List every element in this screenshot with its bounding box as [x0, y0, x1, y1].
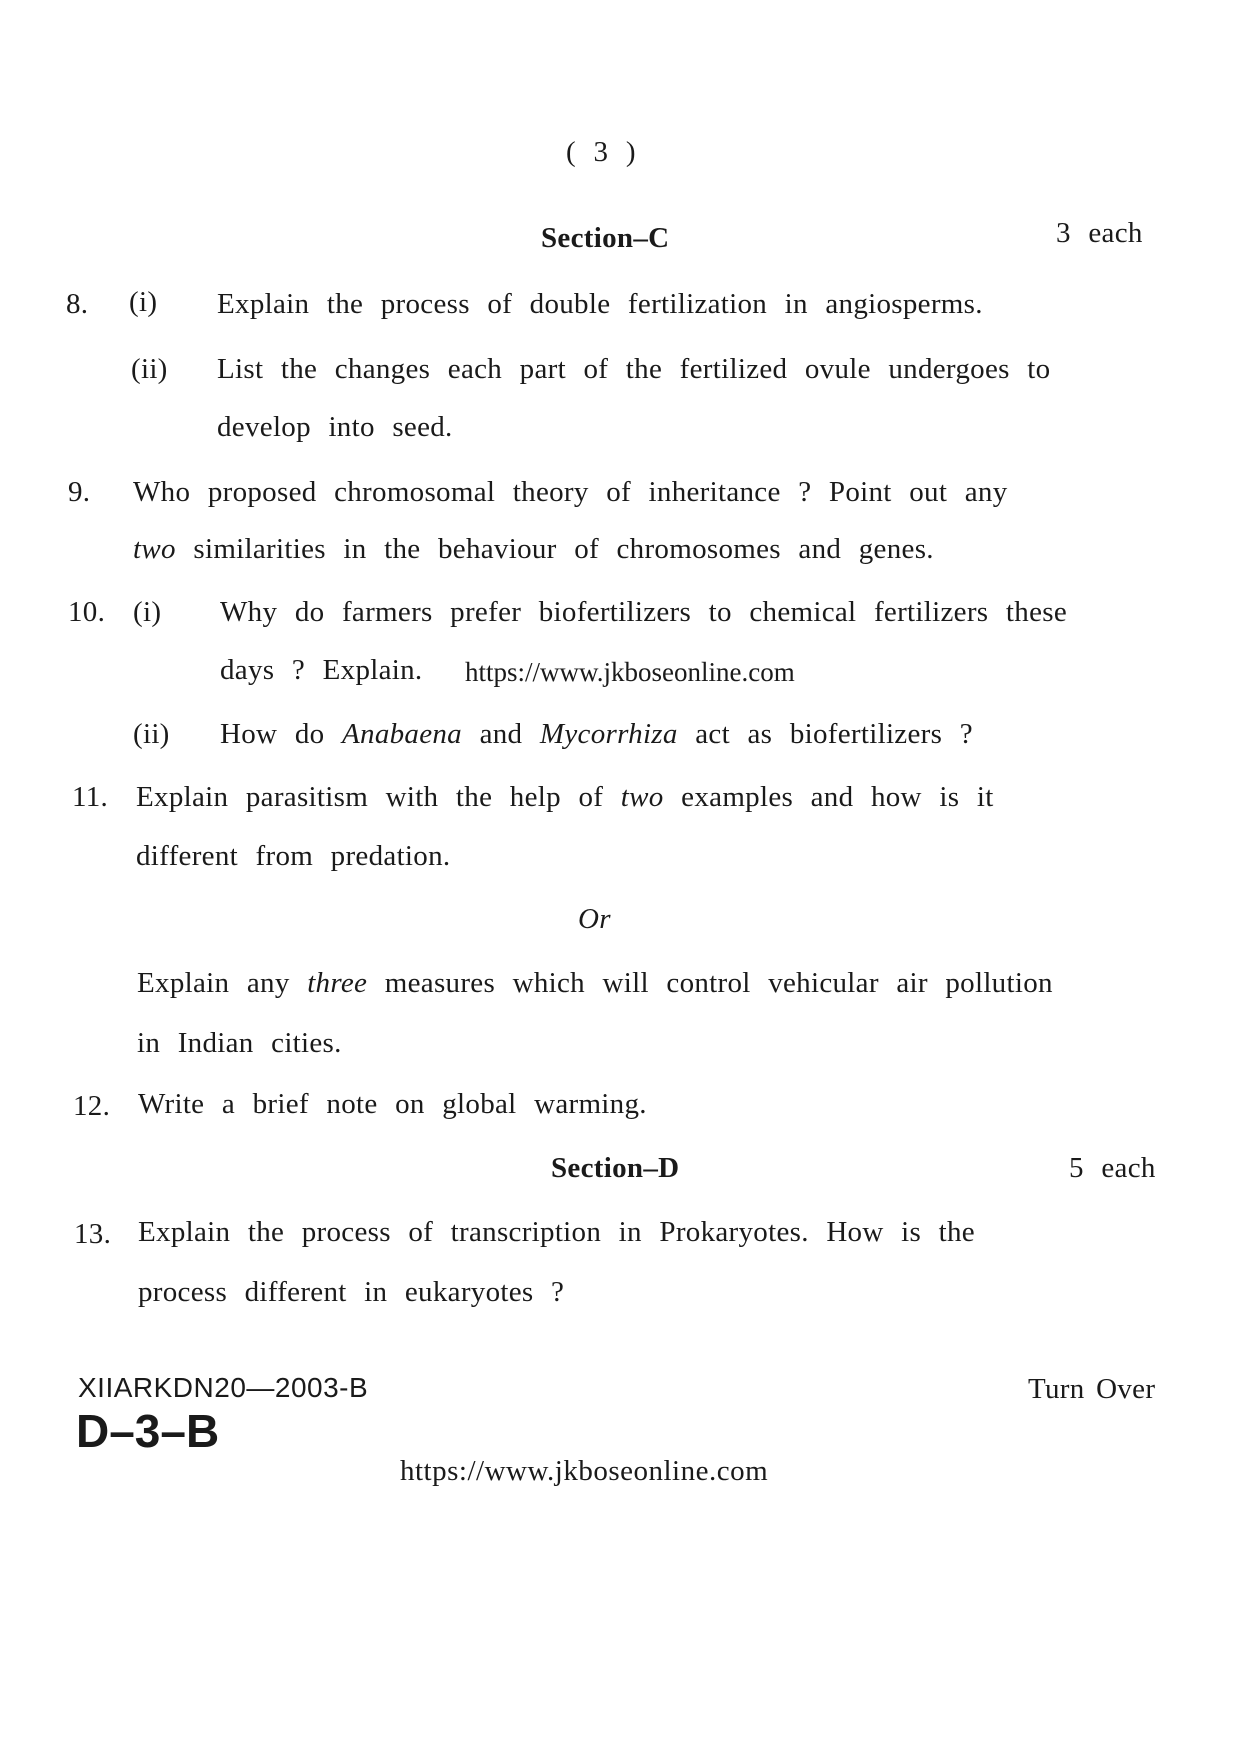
- section-c-marks: 3 each: [1056, 217, 1143, 249]
- set-code: D–3–B: [76, 1405, 220, 1457]
- question-9-line-1: Who proposed chromosomal theory of inheritance ? Point out any: [133, 476, 1008, 508]
- question-8-part-1-label: (i): [129, 286, 158, 318]
- question-10-number: 10.: [68, 596, 106, 628]
- turn-over-label: Turn Over: [1028, 1373, 1156, 1405]
- anabaena-term: Anabaena: [342, 718, 462, 750]
- mycorrhiza-term: Mycorrhiza: [539, 718, 678, 750]
- question-8-part-2-line-2: develop into seed.: [217, 411, 453, 443]
- question-11-alt-line-2: in Indian cities.: [137, 1027, 342, 1059]
- inline-website-url: https://www.jkboseonline.com: [465, 657, 795, 687]
- paper-code: XIIARKDN20—2003-B: [78, 1372, 369, 1403]
- question-10-part-1-line-1: Why do farmers prefer biofertilizers to chemical fertilizers these: [220, 596, 1068, 628]
- section-c-title: Section–C: [541, 222, 670, 254]
- question-10-part-1-label: (i): [133, 596, 162, 628]
- or-separator: Or: [578, 903, 611, 935]
- question-9-line-2: two similarities in the behaviour of chromosomes and genes.: [133, 533, 934, 565]
- question-13-line-2: process different in eukaryotes ?: [138, 1276, 565, 1308]
- question-8-number: 8.: [66, 288, 89, 320]
- question-10-part-2-label: (ii): [133, 718, 170, 750]
- question-11-line-1: Explain parasitism with the help of two examples and how is it: [136, 781, 994, 813]
- question-13-number: 13.: [74, 1218, 112, 1250]
- page-number: ( 3 ): [566, 136, 636, 168]
- question-11-alt-line-1: Explain any three measures which will control vehicular air pollution: [137, 967, 1053, 999]
- question-9-emphasis: two: [133, 533, 176, 565]
- question-10-part-2-text: How do Anabaena and Mycorrhiza act as biofertilizers ?: [220, 718, 973, 750]
- question-13-line-1: Explain the process of transcription in Prokaryotes. How is the: [138, 1216, 975, 1248]
- question-11-line-2: different from predation.: [136, 840, 451, 872]
- question-11-emphasis: two: [620, 781, 664, 813]
- question-8-part-2-line-1: List the changes each part of the fertilized ovule undergoes to: [217, 353, 1051, 385]
- question-8-part-2-label: (ii): [131, 353, 168, 385]
- question-8-part-1-text: Explain the process of double fertilization in angiosperms.: [217, 288, 983, 320]
- section-d-title: Section–D: [551, 1152, 680, 1184]
- question-12-number: 12.: [73, 1090, 111, 1122]
- question-11-alt-emphasis: three: [307, 967, 368, 999]
- question-12-text: Write a brief note on global warming.: [138, 1088, 647, 1120]
- question-9-number: 9.: [68, 476, 91, 508]
- footer-website-url: https://www.jkboseonline.com: [400, 1455, 769, 1487]
- question-11-number: 11.: [72, 781, 109, 813]
- question-10-part-1-line-2: days ? Explain.: [220, 654, 423, 686]
- section-d-marks: 5 each: [1069, 1152, 1156, 1184]
